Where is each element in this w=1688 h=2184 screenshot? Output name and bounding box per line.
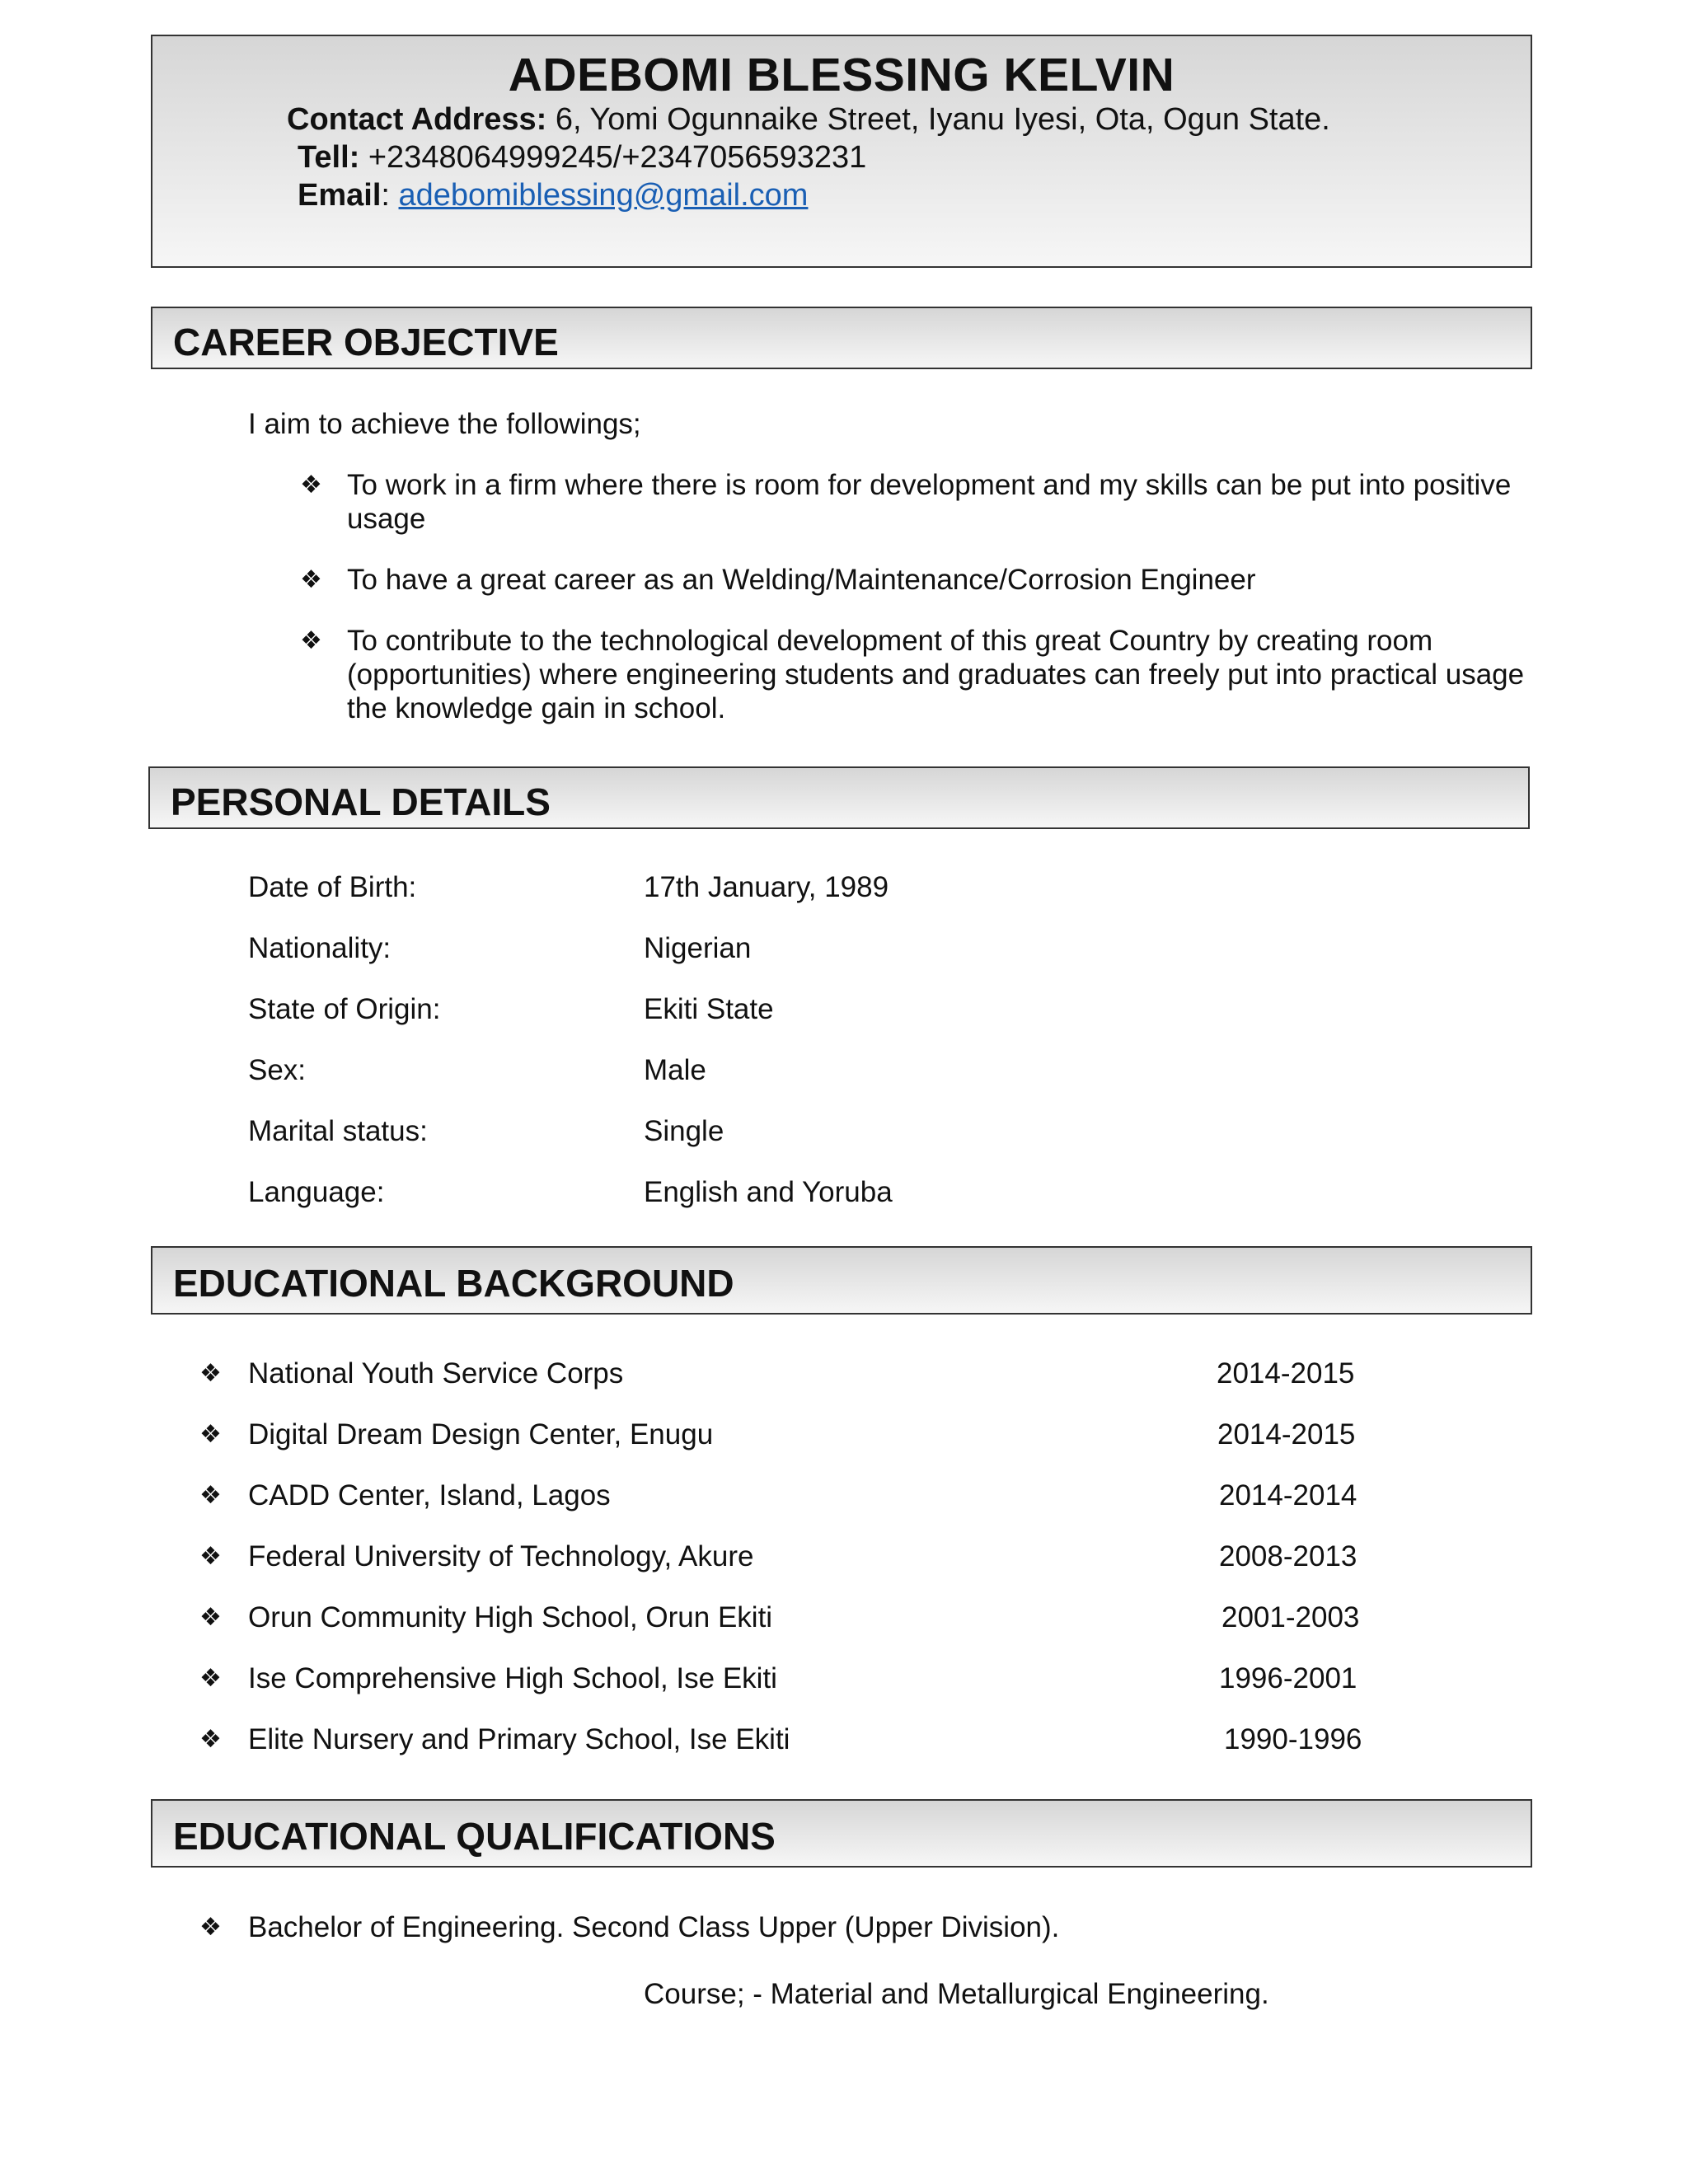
telephone-value: +2348064999245/+2347056593231 bbox=[359, 140, 867, 175]
contact-address-label: Contact Address: bbox=[287, 102, 547, 137]
qualification-course: Course; - Material and Metallurgical Engineering. bbox=[644, 1978, 1269, 2010]
education-school: Ise Comprehensive High School, Ise Ekiti bbox=[248, 1662, 777, 1694]
education-school: CADD Center, Island, Lagos bbox=[248, 1479, 611, 1511]
personal-value: Single bbox=[644, 1115, 724, 1147]
bullet-icon: ❖ bbox=[199, 1726, 222, 1753]
bullet-icon: ❖ bbox=[300, 627, 322, 654]
education-school: National Youth Service Corps bbox=[248, 1357, 624, 1390]
personal-label: Nationality: bbox=[248, 932, 392, 964]
bullet-icon: ❖ bbox=[199, 1914, 222, 1941]
telephone-label: Tell: bbox=[298, 140, 360, 175]
telephone-line bbox=[298, 140, 866, 176]
bullet-icon: ❖ bbox=[300, 566, 322, 593]
educational-background-header bbox=[151, 1246, 1532, 1315]
education-years: 1996-2001 bbox=[1219, 1662, 1357, 1694]
education-years: 2014-2015 bbox=[1217, 1418, 1356, 1451]
career-objective-header bbox=[151, 307, 1532, 369]
career-objective-item: To contribute to the technological development of this great Country by creating room (opportunities) where engineering students and graduates can freely put into practical usage the knowledge gain in school. bbox=[347, 625, 1525, 724]
personal-value: Ekiti State bbox=[644, 993, 774, 1025]
education-school: Federal University of Technology, Akure bbox=[248, 1540, 754, 1572]
personal-label: Sex: bbox=[248, 1054, 307, 1086]
education-years: 2008-2013 bbox=[1219, 1540, 1357, 1572]
contact-address-value: 6, Yomi Ogunnaike Street, Iyanu Iyesi, Ota, Ogun State. bbox=[546, 102, 1330, 137]
personal-label: Marital status: bbox=[248, 1115, 428, 1147]
bullet-icon: ❖ bbox=[199, 1604, 222, 1631]
career-objective-item: To have a great career as an Welding/Maintenance/Corrosion Engineer bbox=[347, 564, 1256, 596]
bullet-icon: ❖ bbox=[199, 1360, 222, 1387]
personal-label: State of Origin: bbox=[248, 993, 441, 1025]
education-school: Digital Dream Design Center, Enugu bbox=[248, 1418, 714, 1451]
bullet-icon: ❖ bbox=[300, 471, 322, 499]
education-school: Elite Nursery and Primary School, Ise Ekiti bbox=[248, 1723, 790, 1755]
personal-value: Nigerian bbox=[644, 932, 752, 964]
header-box bbox=[151, 35, 1532, 268]
personal-value: English and Yoruba bbox=[644, 1176, 893, 1208]
personal-value: 17th January, 1989 bbox=[644, 871, 889, 903]
career-intro: I aim to achieve the followings; bbox=[248, 408, 641, 440]
education-school: Orun Community High School, Orun Ekiti bbox=[248, 1601, 773, 1633]
education-years: 2014-2014 bbox=[1219, 1479, 1357, 1511]
personal-details-header bbox=[148, 766, 1530, 829]
contact-address-line bbox=[287, 102, 1330, 138]
career-objective-item: To work in a firm where there is room for development and my skills can be put into positive usage bbox=[347, 469, 1512, 535]
career-objective-title: CAREER OBJECTIVE bbox=[173, 321, 559, 363]
bullet-icon: ❖ bbox=[199, 1421, 222, 1448]
education-years: 2014-2015 bbox=[1217, 1357, 1355, 1390]
email-line bbox=[298, 178, 808, 213]
education-years: 2001-2003 bbox=[1221, 1601, 1360, 1633]
email-label: Email bbox=[298, 178, 382, 213]
qualification-degree: Bachelor of Engineering. Second Class Upper (Upper Division). bbox=[248, 1911, 1060, 1943]
bullet-icon: ❖ bbox=[199, 1543, 222, 1570]
bullet-icon: ❖ bbox=[199, 1665, 222, 1692]
personal-label: Language: bbox=[248, 1176, 385, 1208]
email-separator: : bbox=[381, 178, 399, 213]
educational-qualifications-header bbox=[151, 1799, 1532, 1868]
educational-qualifications-title: EDUCATIONAL QUALIFICATIONS bbox=[173, 1815, 776, 1858]
personal-details-title: PERSONAL DETAILS bbox=[171, 780, 551, 823]
candidate-name: ADEBOMI BLESSING KELVIN bbox=[508, 49, 1175, 101]
personal-label: Date of Birth: bbox=[248, 871, 417, 903]
personal-value: Male bbox=[644, 1054, 706, 1086]
education-years: 1990-1996 bbox=[1224, 1723, 1362, 1755]
educational-background-title: EDUCATIONAL BACKGROUND bbox=[173, 1262, 734, 1305]
email-link[interactable]: adebomiblessing@gmail.com bbox=[398, 178, 809, 213]
bullet-icon: ❖ bbox=[199, 1482, 222, 1509]
